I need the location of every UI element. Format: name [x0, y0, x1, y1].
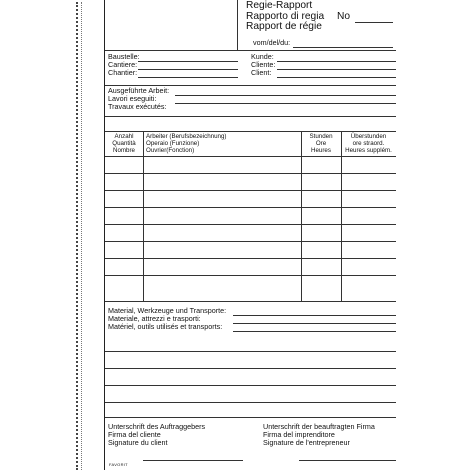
work-field-2[interactable] — [175, 103, 396, 104]
table-row[interactable] — [105, 190, 396, 191]
section-divider — [105, 131, 396, 132]
site-labels — [108, 53, 140, 78]
signature-client-labels — [108, 423, 205, 448]
client-field-2[interactable] — [277, 69, 396, 70]
regie-rapport-form — [104, 0, 396, 470]
section-divider — [105, 50, 396, 51]
title-fr: Rapport de régie — [246, 21, 322, 33]
table-row[interactable] — [105, 241, 396, 242]
client-field-1[interactable] — [277, 61, 396, 62]
header-overtime-de: Überstunden — [350, 133, 387, 140]
header-quantity-de: Anzahl — [114, 133, 134, 140]
date-field[interactable] — [293, 47, 393, 48]
number-label: No — [337, 11, 351, 22]
site-label-it: Cantiere: — [108, 60, 138, 70]
client-field-3[interactable] — [277, 77, 396, 78]
signature-contractor-it: Firma del imprenditore — [263, 430, 335, 440]
site-label-de: Baustelle: — [108, 52, 140, 61]
materials-field-3[interactable] — [233, 331, 396, 332]
site-field-1[interactable] — [138, 61, 238, 62]
materials-label-it: Materiale, attrezzi e trasporti: — [108, 314, 201, 324]
site-field-3[interactable] — [138, 77, 238, 78]
header-hours — [301, 133, 341, 154]
table-row[interactable] — [105, 258, 396, 259]
materials-line[interactable] — [105, 385, 396, 386]
client-label-de: Kunde: — [251, 52, 274, 61]
brand-mark: FAVORIT — [109, 462, 128, 467]
materials-field-1[interactable] — [233, 315, 396, 316]
table-header-rule — [105, 156, 396, 157]
header-worker-it: Operaio (Funzione) — [146, 140, 200, 147]
header-worker-de: Arbeiter (Berufsbezeichnung) — [146, 133, 227, 140]
work-labels — [108, 87, 169, 112]
materials-labels — [108, 307, 226, 332]
perforation-line-inner — [81, 2, 82, 470]
table-row[interactable] — [105, 275, 396, 276]
client-label-it: Cliente: — [251, 60, 276, 70]
header-overtime-fr: Heures supplém. — [345, 147, 392, 154]
date-label: vom/del/du: — [253, 38, 291, 47]
signature-client-de: Unterschrift des Auftraggebers — [108, 422, 206, 431]
header-quantity — [105, 133, 143, 154]
table-row[interactable] — [105, 207, 396, 208]
header-worker — [146, 133, 226, 154]
number-field[interactable] — [355, 22, 393, 23]
client-labels — [251, 53, 275, 78]
header-hours-fr: Heures — [311, 147, 331, 154]
signature-client-field[interactable] — [143, 460, 243, 461]
signature-contractor-labels — [263, 423, 375, 448]
work-field-1[interactable] — [175, 95, 396, 96]
site-field-2[interactable] — [138, 69, 238, 70]
header-worker-fr: Ouvrier(Fonction) — [146, 147, 195, 154]
materials-line[interactable] — [105, 368, 396, 369]
title-it: Rapporto di regia — [246, 10, 325, 22]
title-divider — [237, 0, 238, 50]
site-label-fr: Chantier: — [108, 68, 138, 78]
header-overtime-it: ore straord. — [352, 140, 385, 147]
header-overtime — [341, 133, 396, 154]
form-title — [246, 1, 324, 33]
signature-contractor-de: Unterschrift der beauftragten Firma — [263, 422, 375, 431]
header-hours-de: Stunden — [309, 133, 333, 140]
table-row[interactable] — [105, 173, 396, 174]
perforation-strip — [0, 0, 95, 470]
materials-label-de: Material, Werkzeuge und Transporte: — [108, 306, 227, 315]
header-quantity-fr: Nombre — [112, 147, 135, 154]
work-label-fr: Travaux exécutés: — [108, 102, 167, 112]
perforation-line — [76, 2, 78, 470]
signature-contractor-field[interactable] — [299, 460, 396, 461]
materials-field-2[interactable] — [233, 323, 396, 324]
table-row[interactable] — [105, 224, 396, 225]
signature-client-it: Firma del cliente — [108, 430, 161, 440]
section-divider — [105, 417, 396, 418]
materials-line[interactable] — [105, 402, 396, 403]
section-divider — [105, 301, 396, 302]
materials-label-fr: Matériel, outils utilisés et transports: — [108, 322, 223, 332]
header-hours-it: Ore — [315, 140, 327, 147]
materials-line[interactable] — [105, 351, 396, 352]
client-label-fr: Client: — [251, 68, 272, 78]
header-quantity-it: Quantità — [112, 140, 136, 147]
work-label-de: Ausgeführte Arbeit: — [108, 86, 170, 95]
signature-client-fr: Signature du client — [108, 438, 168, 448]
title-de: Regie-Rapport — [246, 0, 313, 11]
signature-contractor-fr: Signature de l'entrepreneur — [263, 438, 350, 448]
work-label-it: Lavori eseguiti: — [108, 94, 157, 104]
work-field-3[interactable] — [105, 116, 396, 117]
